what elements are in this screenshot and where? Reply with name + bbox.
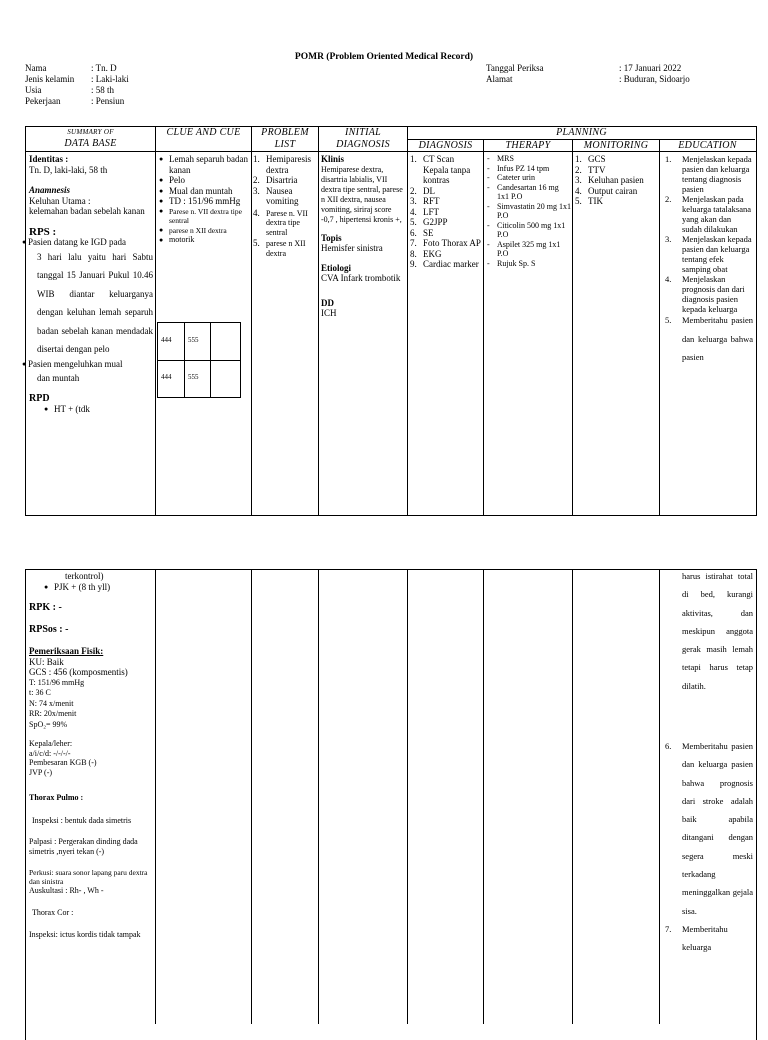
vital-sign: KU: Baik (29, 656, 64, 667)
education-cell-page1: 1. Menjelaskan kepada pasien dan keluarga tentang diagnosis pasien 2. Menjelaskan pada keluarga tatalaksana yang akan dan sudah dilakukan 3. Menjelaskan kepada pasien dan keluarga tentang efek samping obat 4. Menjelaskan prognosis dan dari diagnosis pasien kepada keluarga 5. Memberitahu pasien dan keluarga bahwa pasien (665, 154, 753, 362)
problem-item: parese n XII dextra (266, 239, 306, 258)
header-summary-top: SUMMARY OF (67, 128, 114, 136)
monitoring-item: TTV (588, 164, 606, 175)
clue-item: ● parese n XII dextra (158, 226, 249, 236)
patient-value: : 58 th (91, 85, 115, 95)
rpd-item-2: ● PJK + (8 th yll) (43, 582, 153, 593)
database-cell-page1 (22, 154, 153, 415)
header-initial-top: INITIAL (345, 127, 381, 138)
patient-label: Tanggal Periksa (486, 63, 544, 73)
monitoring-cell: 1. GCS 2. TTV 3. Keluhan pasien 4. Output cairan 5. TIK (575, 154, 644, 206)
auskultasi: Auskultasi : Rh- , Wh - (29, 886, 104, 895)
education-item: Memberitahu pasien dan keluarga bahwa pasien (682, 315, 753, 362)
patient-info-right (486, 63, 690, 85)
education-item: Menjelaskan kepada pasien dan keluarga tentang efek samping obat (682, 234, 752, 274)
education-item-6: 6. Memberitahu pasien dan keluarga pasien bahwa prognosis dari stroke adalah baik apabila ditangani dengan segera meski terkadang meninggalkan gejala sisa. 7. Memberitahu keluarga (665, 741, 753, 953)
palpasi: Palpasi : Pergerakan dinding dada simetris ,nyeri tekan (-) (29, 837, 138, 856)
education-cell-page2 (682, 567, 753, 695)
clue-item: ● Pelo (158, 175, 249, 186)
clue-item: ● motorik (158, 235, 249, 246)
patient-value: : Tn. D (91, 63, 117, 73)
problem-item: Hemiparesis dextra (266, 154, 311, 175)
motor-value: 444 (161, 336, 172, 344)
header-planning: PLANNING (556, 127, 607, 138)
thorax-label: Thorax Pulmo : (29, 793, 84, 802)
identitas-label: Identitas : (29, 154, 69, 164)
topis-label: Topis (321, 232, 342, 243)
cor-inspeksi: Inspeksi: ictus kordis tidak tampak (29, 930, 141, 939)
patient-value: : Laki-laki (91, 74, 129, 84)
identitas-value: Tn. D, laki-laki, 58 th (29, 164, 108, 175)
initial-diagnosis-cell (321, 154, 405, 319)
klinis-label: Klinis (321, 154, 345, 164)
patient-value: : Pensiun (91, 96, 125, 106)
topis-value: Hemisfer sinistra (321, 243, 383, 253)
rpd-item-1: ● HT + (tdk (43, 404, 153, 415)
diagnosis-item: DL (423, 185, 435, 196)
therapy-item: - MRS (485, 154, 571, 164)
cor-label: Thorax Cor : (32, 907, 74, 917)
problem-item: Parese n. VII dextra tipe sentral (266, 208, 308, 237)
motor-value: 555 (188, 373, 199, 381)
header-therapy: THERAPY (505, 140, 551, 151)
therapy-item: - Rujuk Sp. S (485, 259, 571, 269)
education-item: Memberitahu keluarga (682, 923, 728, 953)
diagnosis-plan-cell: 1. CT Scan Kepala tanpa kontras 2. DL 3. RFT 4. LFT 5. G2JPP 6. SE 7. Foto Thorax AP 8. EKG 9. Cardiac marker (410, 154, 481, 269)
problem-item: Nausea vomiting (266, 185, 299, 206)
patient-value: : Buduran, Sidoarjo (619, 74, 690, 84)
motor-value: 444 (161, 373, 172, 381)
pemeriksaan-label: Pemeriksaan Fisik: (29, 646, 104, 656)
diagnosis-item: Cardiac marker (423, 259, 479, 269)
therapy-item: - Simvastatin 20 mg 1x1 P.O (485, 202, 571, 221)
motor-value: 555 (188, 336, 199, 344)
patient-info-left (25, 63, 129, 107)
education-item: Menjelaskan pada keluarga tatalaksana yang akan dan sudah dilakukan (682, 194, 751, 234)
therapy-item: - Infus PZ 14 tpm (485, 164, 571, 174)
vital-sign: N: 74 x/menit (29, 698, 74, 708)
education-continued: harus istirahat total di bed, kurangi aktivitas, dan meskipun anggota gerak masih lemah tetapi harus tetap dilatih. (682, 571, 753, 691)
diagnosis-item: EKG (423, 248, 442, 259)
problem-item: Disartria (266, 175, 298, 185)
header-problem-bottom: LIST (274, 139, 296, 150)
vital-sign: T: 151/96 mmHg (29, 677, 85, 687)
header-summary-bottom: DATA BASE (64, 138, 117, 149)
therapy-cell (485, 154, 571, 268)
patient-label: Nama (25, 63, 47, 73)
education-item: Memberitahu pasien dan keluarga pasien bahwa prognosis dari stroke adalah baik apabila ditangani dengan segera meski terkadang meninggalkan gejala sisa. (682, 741, 753, 916)
etiologi-label: Etiologi (321, 262, 352, 273)
header-problem-top: PROBLEM (261, 127, 309, 138)
rpsos-label: RPSos : - (29, 623, 69, 635)
diagnosis-item: CT Scan Kepala tanpa kontras (423, 154, 471, 185)
monitoring-item: TIK (588, 196, 603, 206)
kepala-line: JVP (-) (29, 767, 53, 777)
header-diagnosis: DIAGNOSIS (418, 140, 473, 151)
header-monitoring: MONITORING (583, 140, 649, 151)
education-item: Menjelaskan kepada pasien dan keluarga tentang diagnosis pasien (682, 154, 752, 194)
clue-item: ● Lemah separuh badan kanan (158, 154, 249, 175)
kepala-section (29, 739, 153, 777)
vital-sign: GCS : 456 (komposmentis) (29, 667, 128, 677)
patient-value: : 17 Januari 2022 (619, 63, 682, 73)
therapy-item: - Candesartan 16 mg 1x1 P.O (485, 183, 571, 202)
dd-label: DD (321, 297, 334, 308)
patient-label: Usia (25, 85, 42, 95)
anamnesis-label: Anamnesis (29, 185, 71, 195)
rps-item-1-detail: 3 hari lalu yaitu hari Sabtu tanggal 15 Januari Pukul 10.46 WIB diantar keluarganya dengan keluhan lemah separuh badan sebelah kanan mendadak disertai dengan pelo (37, 251, 153, 354)
keluhan-value: kelemahan badan sebelah kanan (29, 206, 145, 216)
clue-item: ● Parese n. VII dextra tipe sentral (158, 207, 249, 226)
patient-label: Pekerjaan (25, 96, 61, 106)
vital-sign: t: 36 C (29, 688, 51, 697)
clue-item: ● TD : 151/96 mmHg (158, 196, 249, 207)
page-title: POMR (Problem Oriented Medical Record) (294, 52, 474, 62)
therapy-item: - Aspilet 325 mg 1x1 P.O (485, 240, 571, 259)
rps-item-2-detail: dan muntah (37, 373, 80, 383)
clue-cell (158, 154, 249, 246)
diagnosis-item: G2JPP (423, 217, 448, 227)
diagnosis-item: SE (423, 227, 434, 238)
header-clue: CLUE AND CUE (166, 127, 241, 138)
rps-label: RPS : (29, 225, 57, 238)
therapy-item: - Citicolin 500 mg 1x1 P.O (485, 221, 571, 240)
monitoring-item: Keluhan pasien (588, 175, 644, 185)
kepala-line: a/i/c/d: -/-/-/- (29, 748, 71, 758)
rps-item-2: ● Pasien mengeluhkan mual (22, 358, 123, 369)
etiologi-value: CVA Infark trombotik (321, 273, 401, 283)
kepala-line: Kepala/leher: (29, 739, 73, 748)
keluhan-label: Keluhan Utama : (29, 195, 91, 206)
vital-sign: RR: 20x/menit (29, 709, 77, 718)
clue-item: ● Mual dan muntah (158, 186, 249, 197)
therapy-item: - Cateter urin (485, 173, 571, 183)
patient-label: Jenis kelamin (25, 74, 75, 84)
patient-label: Alamat (486, 74, 513, 84)
klinis-value: Hemiparese dextra, disartria labialis, VII dextra tipe sentral, parese n XII dextra, nausea vomiting, siriraj score -0,7 , hipertensi kronis +, (321, 164, 403, 224)
education-item: Menjelaskan prognosis dan dari diagnosis pasien kepada keluarga (682, 274, 745, 314)
vital-sign: SpO₂= 99% (29, 719, 68, 729)
diagnosis-item: LFT (423, 206, 440, 217)
problem-list-cell: 1. Hemiparesis dextra 2. Disartria 3. Nausea vomiting 4. Parese n. VII dextra tipe sentral 5. parese n XII dextra (253, 154, 311, 258)
rpk-label: RPK : - (29, 602, 62, 613)
database-cell-page2 (29, 571, 153, 940)
rpd-continued: terkontrol) (65, 571, 104, 581)
monitoring-item: Output cairan (588, 185, 638, 196)
perkusi: Perkusi: suara sonor lapang paru dextra dan sinistra (29, 868, 148, 886)
rpd-label: RPD (29, 392, 50, 404)
kepala-line: Pembesaran KGB (-) (29, 758, 97, 767)
monitoring-item: GCS (588, 154, 606, 164)
diagnosis-item: RFT (423, 196, 440, 206)
rps-item-1: ● Pasien datang ke IGD pada (22, 237, 126, 247)
dd-value: ICH (321, 308, 337, 318)
diagnosis-item: Foto Thorax AP (423, 238, 481, 248)
header-education: EDUCATION (678, 140, 737, 151)
motor-strength-grid (157, 322, 241, 398)
header-initial-bottom: DIAGNOSIS (336, 139, 390, 150)
inspeksi: Inspeksi : bentuk dada simetris (32, 815, 132, 825)
